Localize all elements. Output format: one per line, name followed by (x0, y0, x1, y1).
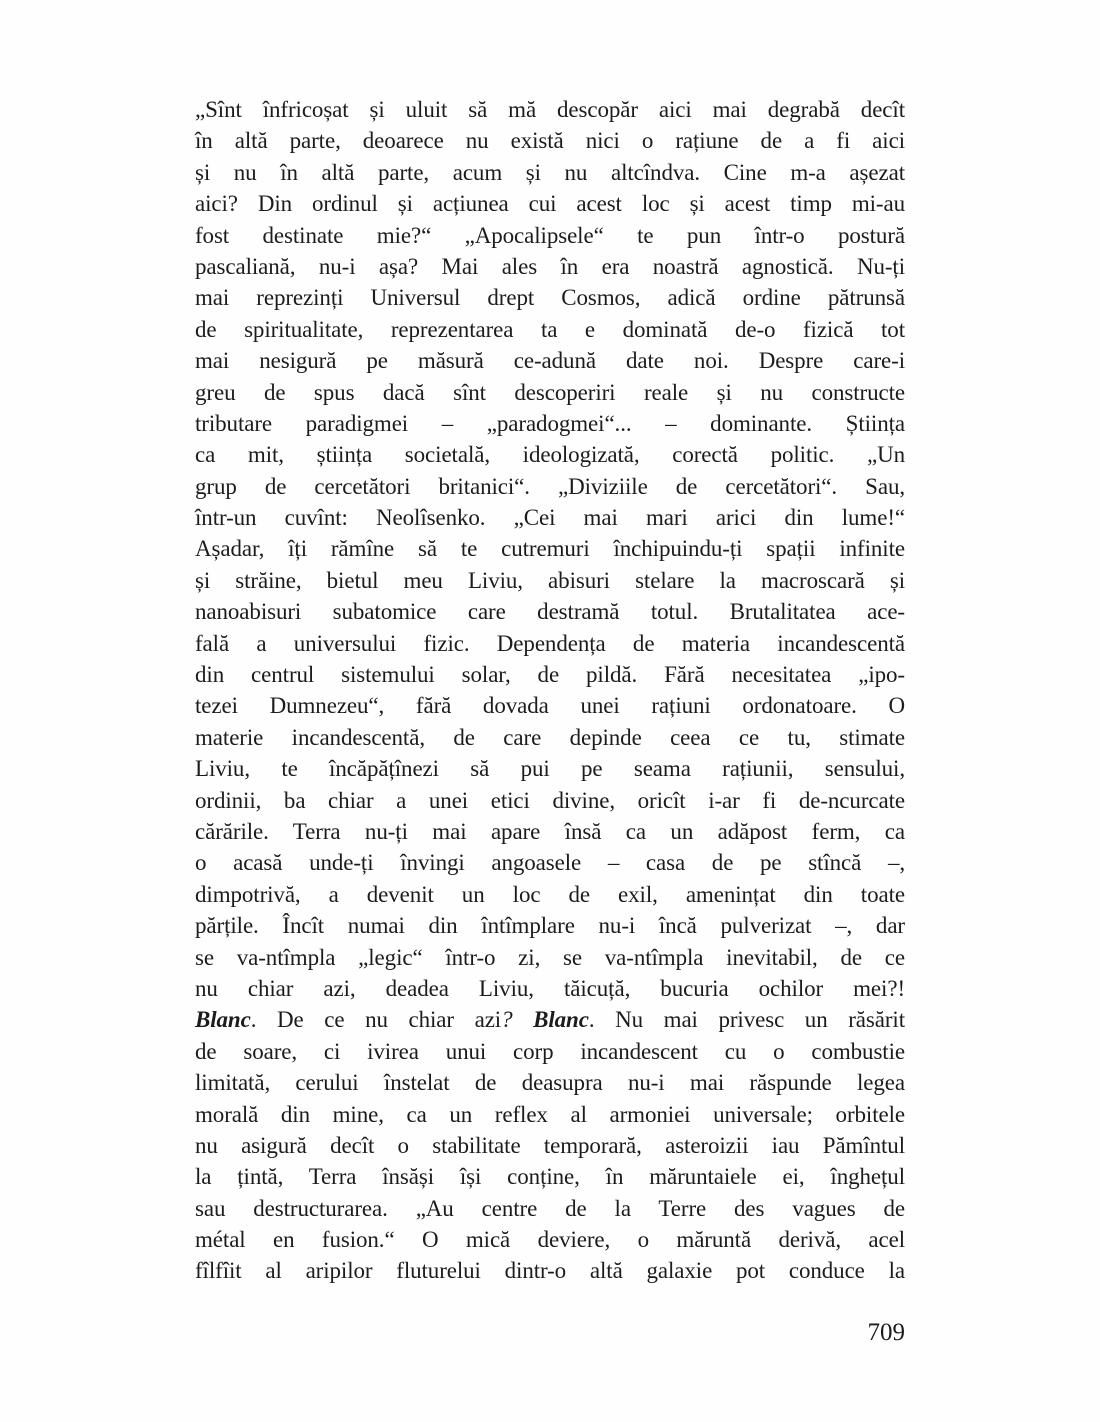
text-line: nanoabisuri subatomice care destramă totul. Brutalitatea ace- (195, 599, 905, 625)
text-line: părțile. Încît numai din întîmplare nu-i încă pulverizat –, dar (195, 913, 905, 939)
text-line: și nu în altă parte, acum și nu altcîndva. Cine m-a așezat (195, 159, 905, 185)
text-line: greu de spus dacă sînt descoperiri reale și nu constructe (195, 379, 905, 405)
text-line: ordinii, ba chiar a unei etici divine, oricît i-ar fi de-ncurcate (195, 787, 905, 813)
text-line: aici? Din ordinul și acțiunea cui acest loc și acest timp mi-au (195, 191, 905, 217)
text-line: grup de cercetători britanici“. „Diviziile de cercetători“. Sau, (195, 473, 905, 499)
text-line: la țintă, Terra însăși își conține, în măruntaiele ei, înghețul (195, 1164, 905, 1190)
text-line: fală a universului fizic. Dependența de materia incandescentă (195, 630, 905, 656)
text-segment: Blanc (533, 1007, 589, 1033)
text-line: fîlfîit al aripilor fluturelui dintr-o altă galaxie pot conduce la (195, 1258, 905, 1284)
text-line: din centrul sistemului solar, de pildă. Fără necesitatea „ipo- (195, 662, 905, 688)
page-number: 709 (867, 1319, 905, 1346)
text-line: cărările. Terra nu-ți mai apare însă ca un adăpost ferm, ca (195, 818, 905, 844)
text-line: se va-ntîmpla „legic“ într-o zi, se va-ntîmpla inevitabil, de ce (195, 944, 905, 970)
text-line: mai nesigură pe măsură ce-adună date noi. Despre care-i (195, 348, 905, 374)
text-line: Așadar, îți rămîne să te cutremuri închipuindu-ți spații infinite (195, 536, 905, 562)
text-segment: . Nu mai privesc un răsărit (588, 1007, 905, 1033)
text-line: métal en fusion.“ O mică deviere, o măruntă derivă, acel (195, 1227, 905, 1253)
text-line: materie incandescentă, de care depinde ceea ce tu, stimate (195, 724, 905, 750)
text-line: ca mit, știința societală, ideologizată, corectă politic. „Un (195, 442, 905, 468)
text-line: de spiritualitate, reprezentarea ta e dominată de-o fizică tot (195, 316, 905, 342)
text-line (195, 1004, 905, 1035)
text-line: „Sînt înfricoșat și uluit să mă descopăr aici mai degrabă decît (195, 97, 905, 122)
text-line: nu chiar azi, deadea Liviu, tăicuță, bucuria ochilor mei?! (195, 975, 905, 1001)
text-line: morală din mine, ca un reflex al armoniei universale; orbitele (195, 1101, 905, 1127)
text-line: dimpotrivă, a devenit un loc de exil, amenințat din toate (195, 881, 905, 907)
text-block (195, 94, 905, 1287)
text-segment: . De ce nu chiar azi (250, 1007, 502, 1033)
text-line: mai reprezinți Universul drept Cosmos, adică ordine pătrunsă (195, 285, 905, 311)
text-line: într-un cuvînt: Neolîsenko. „Cei mai mari arici din lume!“ (195, 505, 905, 531)
text-segment: Blanc (195, 1007, 251, 1033)
text-line: Liviu, te încăpățînezi să pui pe seama rațiunii, sensului, (195, 756, 905, 782)
text-line: fost destinate mie?“ „Apocalipsele“ te pun într-o postură (195, 222, 905, 248)
text-line: nu asigură decît o stabilitate temporară, asteroizii iau Pămîntul (195, 1132, 905, 1158)
text-line: limitată, cerului înstelat de deasupra nu-i mai răspunde legea (195, 1070, 905, 1096)
text-line: tezei Dumnezeu“, fără dovada unei rațiuni ordonatoare. O (195, 693, 905, 719)
text-line: și străine, bietul meu Liviu, abisuri stelare la macroscară și (195, 567, 905, 593)
text-segment: ? (501, 1007, 534, 1033)
text-line: sau destructurarea. „Au centre de la Terre des vagues de (195, 1195, 905, 1221)
text-line: de soare, ci ivirea unui corp incandescent cu o combustie (195, 1038, 905, 1064)
text-line: tributare paradigmei – „paradogmei“... – dominante. Știința (195, 410, 905, 436)
text-line: pascaliană, nu-i așa? Mai ales în era noastră agnostică. Nu-ți (195, 253, 905, 279)
text-line: în altă parte, deoarece nu există nici o rațiune de a fi aici (195, 128, 905, 154)
text-line: o acasă unde-ți învingi angoasele – casa de pe stîncă –, (195, 850, 905, 876)
